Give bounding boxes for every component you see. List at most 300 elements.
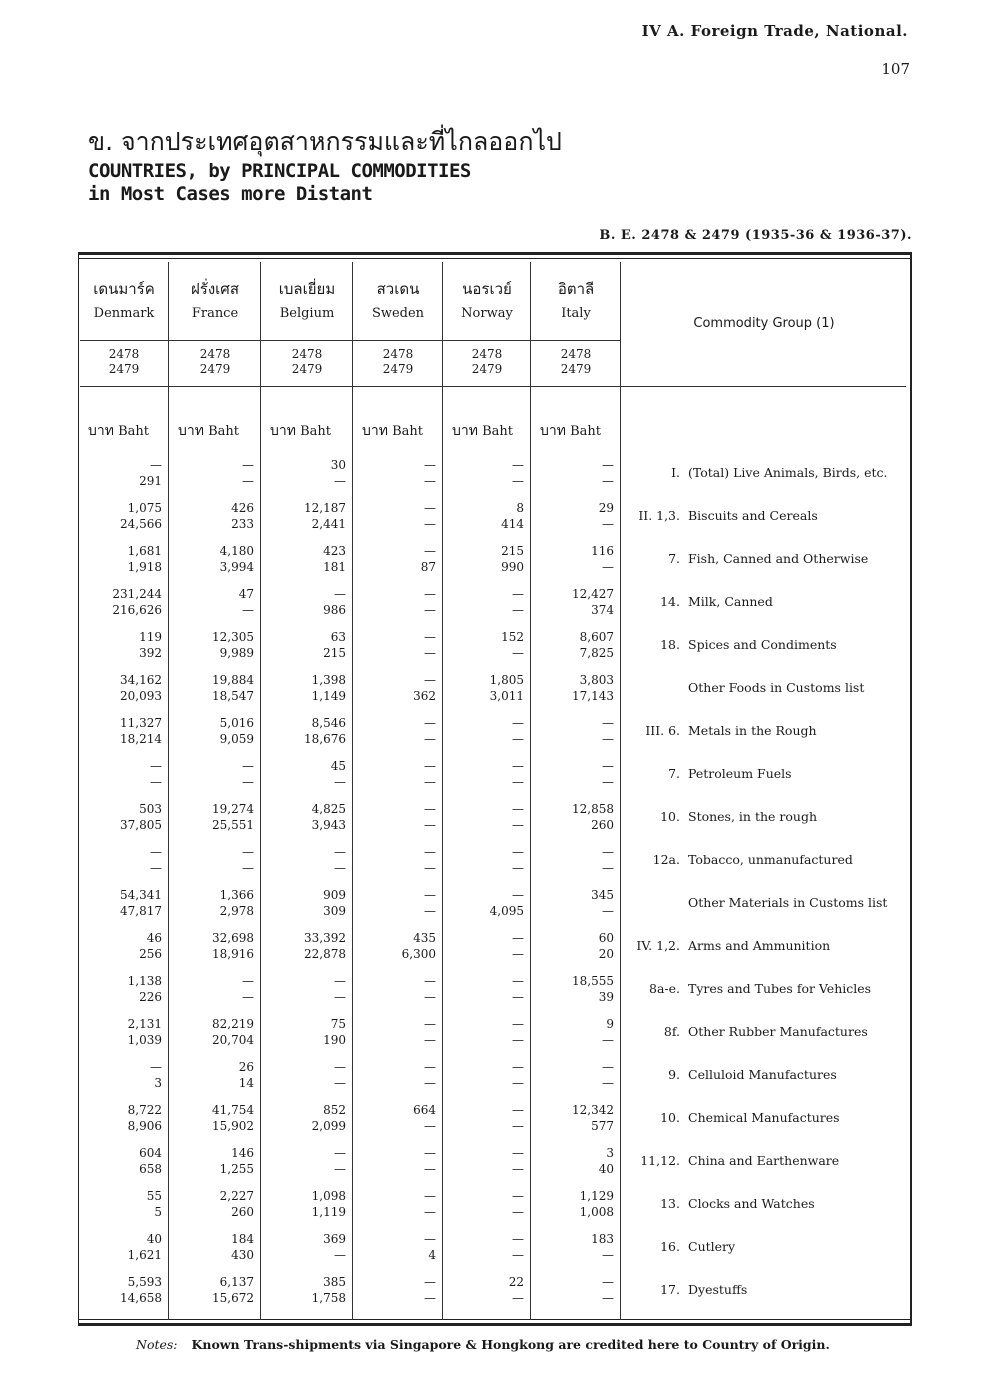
value-cell (262, 1014, 352, 1054)
value-cell (354, 1143, 442, 1183)
value-2478: — (242, 759, 254, 773)
value-cell (532, 1229, 620, 1269)
value-2479: 990 (501, 560, 524, 574)
value-2478: 46 (146, 931, 162, 945)
value-cell (354, 455, 442, 495)
commodity-name: Metals in the Rough (688, 723, 817, 738)
value-cell (170, 541, 260, 581)
commodity-group-label (628, 852, 853, 867)
value-2478: — (424, 888, 436, 902)
value-2479: 15,672 (212, 1291, 254, 1305)
unit-english: Baht (118, 424, 150, 439)
value-2479: 374 (591, 603, 614, 617)
value-2478: 503 (139, 802, 162, 816)
value-2479: — (334, 474, 346, 488)
value-2479: — (424, 775, 436, 789)
value-2478: — (424, 1189, 436, 1203)
value-2479: 20,704 (212, 1033, 254, 1047)
value-2478: 8,722 (127, 1103, 162, 1117)
value-cell (444, 885, 530, 925)
value-cell (170, 455, 260, 495)
commodity-name: Stones, in the rough (688, 809, 817, 824)
commodity-name: Clocks and Watches (688, 1196, 815, 1211)
value-cell (262, 584, 352, 624)
value-2479: 181 (323, 560, 346, 574)
value-2478: 6,137 (219, 1275, 254, 1289)
value-2479: — (602, 1248, 614, 1262)
value-2478: 8 (516, 501, 524, 515)
value-2478: — (424, 630, 436, 644)
year-1: 2478 (199, 347, 231, 361)
commodity-code: 7. (668, 551, 680, 566)
value-cell (262, 842, 352, 882)
commodity-code: II. 1,3. (638, 508, 680, 523)
value-2479: 24,566 (120, 517, 162, 531)
value-cell (444, 971, 530, 1011)
value-2479: 18,676 (304, 732, 346, 746)
commodity-code: 17. (660, 1282, 680, 1297)
commodity-name: Arms and Ammunition (688, 938, 831, 953)
column-header-denmark (80, 274, 168, 321)
value-cell (532, 670, 620, 710)
value-cell (170, 885, 260, 925)
value-2479: 47,817 (120, 904, 162, 918)
value-2478: — (512, 587, 524, 601)
value-2478: — (602, 845, 614, 859)
value-2478: 63 (330, 630, 346, 644)
value-2479: 15,902 (212, 1119, 254, 1133)
value-cell (354, 842, 442, 882)
value-2479: — (424, 1291, 436, 1305)
value-cell (354, 713, 442, 753)
value-2479: — (512, 646, 524, 660)
value-2478: — (334, 587, 346, 601)
value-2478: 60 (598, 931, 614, 945)
commodity-group-label (628, 594, 773, 609)
value-2478: — (512, 1017, 524, 1031)
notes-text: Known Trans-shipments via Singapore & Hongkong are credited here to Country of Origin. (191, 1337, 830, 1352)
value-2479: 40 (598, 1162, 614, 1176)
value-cell (262, 1186, 352, 1226)
value-cell (80, 627, 168, 667)
value-2479: 22,878 (304, 947, 346, 961)
value-2479: 9,989 (219, 646, 254, 660)
value-cell (262, 541, 352, 581)
value-cell (262, 1057, 352, 1097)
commodity-code: 9. (668, 1067, 680, 1082)
value-cell (532, 971, 620, 1011)
value-2479: 3 (154, 1076, 162, 1090)
value-2479: — (424, 474, 436, 488)
value-2479: 414 (501, 517, 524, 531)
value-2478: 1,398 (311, 673, 346, 687)
value-cell (354, 1057, 442, 1097)
unit-thai: บาท (270, 423, 296, 439)
value-2478: 47 (238, 587, 254, 601)
value-cell (80, 885, 168, 925)
value-cell (80, 799, 168, 839)
commodity-group-label (628, 938, 830, 953)
value-2478: 2,131 (127, 1017, 162, 1031)
value-2478: — (512, 759, 524, 773)
value-2478: — (334, 974, 346, 988)
value-2479: — (334, 1076, 346, 1090)
value-2479: 260 (591, 818, 614, 832)
value-cell (80, 1057, 168, 1097)
value-2478: 435 (413, 931, 436, 945)
value-cell (170, 627, 260, 667)
column-header-italy (532, 274, 620, 321)
value-2478: 9 (606, 1017, 614, 1031)
commodity-name: Chemical Manufactures (688, 1110, 840, 1125)
value-2479: — (512, 1248, 524, 1262)
value-2479: — (424, 646, 436, 660)
column-years (170, 347, 260, 377)
unit-thai: บาท (362, 423, 388, 439)
value-2478: 5,593 (127, 1275, 162, 1289)
value-2478: 152 (501, 630, 524, 644)
value-cell (444, 1014, 530, 1054)
value-2478: — (512, 1146, 524, 1160)
commodity-name: Celluloid Manufactures (688, 1067, 837, 1082)
value-2478: 11,327 (120, 716, 162, 730)
country-name-english: Sweden (371, 306, 425, 321)
commodity-name: Tyres and Tubes for Vehicles (688, 981, 872, 996)
value-2479: 3,011 (489, 689, 524, 703)
commodity-code: III. 6. (645, 723, 680, 738)
value-2479: — (602, 1291, 614, 1305)
value-cell (354, 627, 442, 667)
value-cell (444, 498, 530, 538)
value-cell (354, 541, 442, 581)
country-name-english: Belgium (279, 306, 335, 321)
value-cell (532, 627, 620, 667)
value-cell (80, 584, 168, 624)
value-cell (80, 842, 168, 882)
commodity-name: (Total) Live Animals, Birds, etc. (688, 465, 888, 480)
value-cell (262, 971, 352, 1011)
value-2478: 12,342 (572, 1103, 614, 1117)
value-2478: 345 (591, 888, 614, 902)
value-cell (80, 713, 168, 753)
title-english-line2: in Most Cases more Distant (88, 183, 373, 205)
commodity-name: Other Foods in Customs list (688, 680, 865, 695)
commodity-code: 11,12. (640, 1153, 680, 1168)
value-2478: — (512, 888, 524, 902)
commodity-name: Biscuits and Cereals (688, 508, 818, 523)
value-2478: — (424, 1275, 436, 1289)
value-cell (170, 584, 260, 624)
column-years (80, 347, 168, 377)
value-2478: — (512, 974, 524, 988)
country-name-thai: นอรเวย์ (462, 280, 512, 298)
value-2478: 54,341 (120, 888, 162, 902)
value-cell (444, 928, 530, 968)
value-cell (80, 971, 168, 1011)
value-2478: 45 (330, 759, 346, 773)
commodity-group-label (628, 766, 792, 781)
value-cell (532, 885, 620, 925)
value-cell (170, 799, 260, 839)
value-cell (80, 541, 168, 581)
value-2478: — (424, 544, 436, 558)
title-english-line1: COUNTRIES, by PRINCIPAL COMMODITIES (88, 160, 471, 182)
commodity-name: Spices and Condiments (688, 637, 837, 652)
table-row (80, 713, 910, 753)
value-2479: — (424, 603, 436, 617)
value-cell (354, 885, 442, 925)
unit-label (540, 420, 601, 442)
value-2479: 233 (231, 517, 254, 531)
value-2478: — (512, 1232, 524, 1246)
value-2479: — (512, 1076, 524, 1090)
value-2479: — (602, 1033, 614, 1047)
value-cell (532, 713, 620, 753)
value-2478: — (512, 458, 524, 472)
value-2479: — (150, 775, 162, 789)
value-2479: 1,758 (311, 1291, 346, 1305)
table-row (80, 756, 910, 796)
table-row (80, 842, 910, 882)
value-cell (444, 1186, 530, 1226)
value-2479: — (334, 1162, 346, 1176)
value-cell (170, 1014, 260, 1054)
value-2478: 1,366 (219, 888, 254, 902)
value-2478: — (424, 1060, 436, 1074)
value-cell (444, 627, 530, 667)
unit-label (452, 420, 513, 442)
value-2478: — (150, 845, 162, 859)
value-2479: — (424, 1076, 436, 1090)
value-2479: — (512, 603, 524, 617)
value-2479: 226 (139, 990, 162, 1004)
value-2478: 30 (330, 458, 346, 472)
value-2478: — (424, 1232, 436, 1246)
value-cell (262, 1272, 352, 1312)
value-cell (354, 1100, 442, 1140)
commodity-name: Cutlery (688, 1239, 736, 1254)
value-cell (80, 1143, 168, 1183)
year-1: 2478 (471, 347, 503, 361)
country-name-english: Norway (461, 306, 513, 321)
value-2478: 184 (231, 1232, 254, 1246)
commodity-group-label (628, 981, 871, 996)
value-2478: — (424, 587, 436, 601)
value-cell (80, 1014, 168, 1054)
value-2479: 577 (591, 1119, 614, 1133)
value-2478: 852 (323, 1103, 346, 1117)
value-2478: — (334, 845, 346, 859)
value-2478: 12,427 (572, 587, 614, 601)
value-2478: — (602, 759, 614, 773)
value-2478: 1,681 (127, 544, 162, 558)
value-2478: 4,180 (219, 544, 254, 558)
column-header-norway (444, 274, 530, 321)
value-cell (444, 713, 530, 753)
value-cell (170, 1100, 260, 1140)
commodity-group-label (628, 508, 818, 523)
value-2478: 2,227 (219, 1189, 254, 1203)
value-2478: 12,858 (572, 802, 614, 816)
commodity-code: 7. (668, 766, 680, 781)
commodity-group-label (628, 1110, 840, 1125)
value-cell (262, 1100, 352, 1140)
commodity-group-label (628, 895, 887, 910)
value-2479: 260 (231, 1205, 254, 1219)
value-2479: 2,441 (311, 517, 346, 531)
notes (136, 1337, 830, 1352)
value-2478: 183 (591, 1232, 614, 1246)
value-2478: — (150, 458, 162, 472)
commodity-code: 8a-e. (649, 981, 680, 996)
value-cell (532, 1186, 620, 1226)
value-2478: 385 (323, 1275, 346, 1289)
country-name-english: France (191, 306, 239, 321)
value-2479: 37,805 (120, 818, 162, 832)
value-cell (170, 670, 260, 710)
value-cell (262, 713, 352, 753)
period-label: B. E. 2478 & 2479 (1935-36 & 1936-37). (599, 228, 912, 243)
value-cell (444, 541, 530, 581)
unit-label (362, 420, 423, 442)
unit-thai: บาท (178, 423, 204, 439)
header-rule (80, 340, 620, 341)
commodity-group-label (628, 680, 864, 695)
value-cell (444, 584, 530, 624)
value-2479: — (602, 474, 614, 488)
value-2479: — (512, 1033, 524, 1047)
value-cell (80, 1186, 168, 1226)
value-cell (80, 670, 168, 710)
value-2479: — (602, 861, 614, 875)
table-row (80, 1186, 910, 1226)
value-cell (262, 928, 352, 968)
commodity-group-header: Commodity Group (1) (693, 316, 835, 331)
commodity-code: 10. (660, 809, 680, 824)
notes-label: Notes: (136, 1337, 178, 1352)
value-2478: 231,244 (112, 587, 162, 601)
commodity-name: Tobacco, unmanufactured (688, 852, 853, 867)
value-cell (354, 1186, 442, 1226)
value-2479: — (150, 861, 162, 875)
value-2479: — (242, 474, 254, 488)
unit-english: Baht (208, 424, 240, 439)
commodity-code: 16. (660, 1239, 680, 1254)
value-2478: 604 (139, 1146, 162, 1160)
value-2479: 362 (413, 689, 436, 703)
value-cell (80, 756, 168, 796)
value-2479: 3,943 (311, 818, 346, 832)
value-2478: 8,546 (311, 716, 346, 730)
value-cell (170, 971, 260, 1011)
commodity-group-label (628, 1067, 837, 1082)
value-cell (262, 627, 352, 667)
value-cell (354, 928, 442, 968)
value-2479: — (512, 732, 524, 746)
commodity-code: 14. (660, 594, 680, 609)
commodity-name: Other Rubber Manufactures (688, 1024, 868, 1039)
value-2478: 12,187 (304, 501, 346, 515)
column-header-sweden (354, 274, 442, 321)
value-2478: — (512, 1189, 524, 1203)
value-2479: — (242, 990, 254, 1004)
value-cell (444, 799, 530, 839)
value-2478: 146 (231, 1146, 254, 1160)
country-name-thai: เดนมาร์ค (93, 280, 155, 298)
value-2479: 87 (420, 560, 436, 574)
value-cell (444, 842, 530, 882)
value-2479: — (424, 1205, 436, 1219)
value-2478: 664 (413, 1103, 436, 1117)
commodity-code: 13. (660, 1196, 680, 1211)
value-2479: 18,547 (212, 689, 254, 703)
value-2479: — (602, 775, 614, 789)
value-2479: — (424, 1162, 436, 1176)
value-2479: 39 (598, 990, 614, 1004)
value-2478: 369 (323, 1232, 346, 1246)
value-2479: — (424, 1033, 436, 1047)
value-2479: 4,095 (489, 904, 524, 918)
table-row (80, 670, 910, 710)
commodity-name: Fish, Canned and Otherwise (688, 551, 869, 566)
value-cell (354, 670, 442, 710)
value-2479: 6,300 (401, 947, 436, 961)
year-1: 2478 (108, 347, 140, 361)
value-cell (354, 584, 442, 624)
value-2479: 14,658 (120, 1291, 162, 1305)
value-2478: 5,016 (219, 716, 254, 730)
value-cell (444, 455, 530, 495)
table-row (80, 584, 910, 624)
title-thai: ข. จากประเทศอุตสาหกรรมและที่ไกลออกไป (88, 127, 562, 156)
value-cell (354, 971, 442, 1011)
value-2478: — (424, 802, 436, 816)
value-cell (444, 1143, 530, 1183)
value-2478: 41,754 (212, 1103, 254, 1117)
value-2478: — (602, 1060, 614, 1074)
value-2478: 1,098 (311, 1189, 346, 1203)
column-years (444, 347, 530, 377)
value-2478: — (424, 1146, 436, 1160)
value-2479: — (512, 990, 524, 1004)
value-2479: — (424, 732, 436, 746)
commodity-group-label (628, 637, 837, 652)
column-years (532, 347, 620, 377)
year-2: 2479 (199, 362, 231, 376)
value-2478: 19,274 (212, 802, 254, 816)
value-cell (354, 1272, 442, 1312)
value-2479: 7,825 (579, 646, 614, 660)
value-cell (170, 1186, 260, 1226)
value-2478: — (424, 759, 436, 773)
value-2478: 29 (598, 501, 614, 515)
value-2479: 8,906 (127, 1119, 162, 1133)
value-2479: — (512, 947, 524, 961)
value-2478: 55 (146, 1189, 162, 1203)
value-2479: 3,994 (219, 560, 254, 574)
commodity-group-label (628, 1282, 747, 1297)
value-2479: — (242, 861, 254, 875)
value-2479: — (424, 990, 436, 1004)
value-cell (170, 1229, 260, 1269)
value-2479: 256 (139, 947, 162, 961)
unit-label (270, 420, 331, 442)
commodity-code: 12a. (652, 852, 680, 867)
page-number: 107 (881, 60, 910, 78)
value-2479: 1,119 (311, 1205, 346, 1219)
value-2479: — (334, 990, 346, 1004)
value-2479: 14 (238, 1076, 254, 1090)
